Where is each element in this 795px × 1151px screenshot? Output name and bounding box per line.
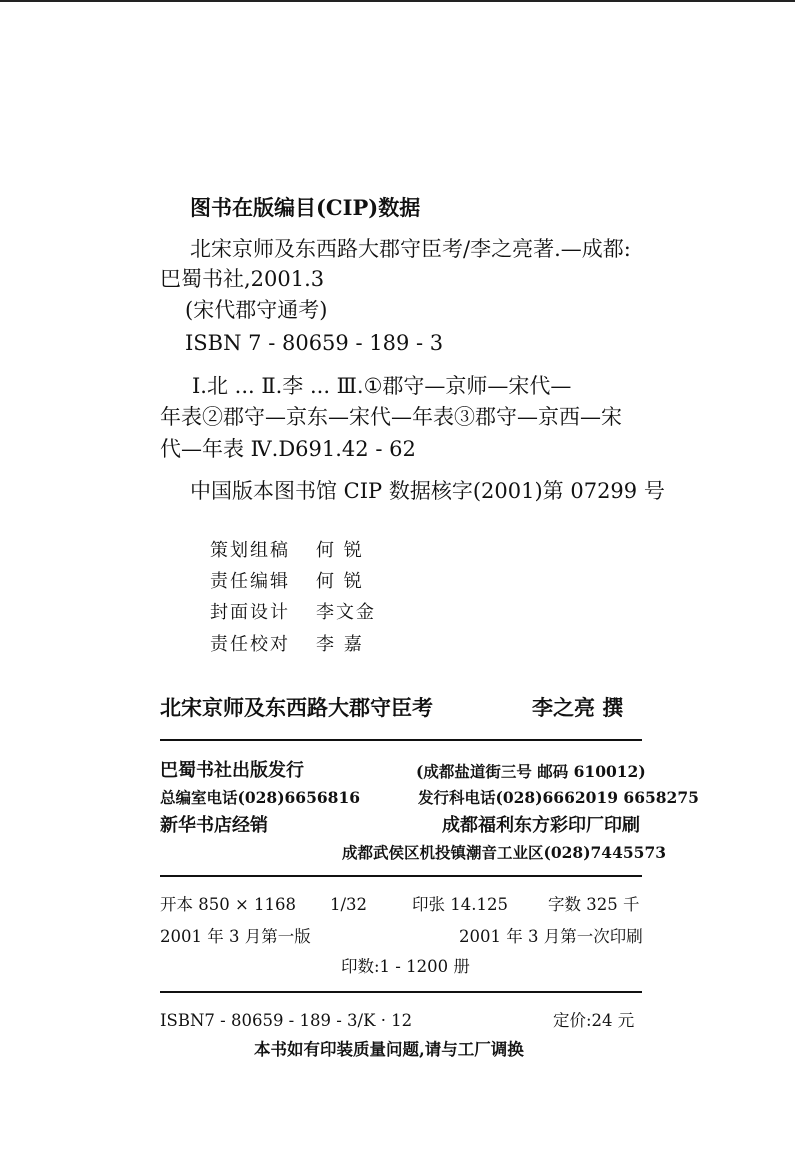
cip-line-2: 巴蜀书社,2001.3 [160, 267, 325, 291]
staff-role: 责任校对 [210, 634, 290, 655]
cip-title: 图书在版编目(CIP)数据 [190, 195, 421, 220]
staff-role: 策划组稿 [210, 540, 290, 561]
cip-class-3: 代—年表 Ⅳ.D691.42 - 62 [160, 437, 416, 461]
staff-name: 李 嘉 [316, 634, 364, 655]
divider-2 [160, 875, 642, 877]
footer-price: 定价:24 元 [553, 1011, 635, 1030]
footer-isbn: ISBN7 - 80659 - 189 - 3/K · 12 [160, 1011, 413, 1030]
spec-format: 开本 850 × 1168 [160, 895, 297, 914]
printer-address: 成都武侯区机投镇潮音工业区(028)7445573 [342, 843, 667, 862]
staff-name: 何 锐 [316, 571, 364, 592]
distributor: 新华书店经销 [160, 815, 268, 836]
divider-1 [160, 739, 642, 741]
printer: 成都福利东方彩印厂印刷 [442, 815, 640, 836]
book-author: 李之亮 撰 [532, 695, 624, 720]
spec-sheets: 印张 14.125 [412, 895, 508, 914]
cip-isbn: ISBN 7 - 80659 - 189 - 3 [185, 331, 444, 355]
editor-phone: 总编室电话(028)6656816 [160, 788, 361, 807]
publisher-address: (成都盐道街三号 邮码 610012) [416, 762, 646, 781]
staff-name: 李文金 [316, 602, 376, 623]
spec-fold: 1/32 [330, 895, 368, 914]
spec-copies: 印数:1 - 1200 册 [341, 957, 470, 976]
publisher-name: 巴蜀书社出版发行 [160, 760, 304, 781]
staff-role: 封面设计 [210, 602, 290, 623]
cip-class-2: 年表②郡守—京东—宋代—年表③郡守—京西—宋 [160, 405, 622, 429]
cip-class-1: Ⅰ.北 ... Ⅱ.李 ... Ⅲ.①郡守—京师—宋代— [192, 374, 572, 398]
cip-line-1: 北宋京师及东西路大郡守臣考/李之亮著.—成都: [190, 237, 631, 261]
cip-line-3: (宋代郡守通考) [185, 298, 328, 322]
cip-verify: 中国版本图书馆 CIP 数据核字(2001)第 07299 号 [190, 479, 665, 503]
book-title: 北宋京师及东西路大郡守臣考 [160, 695, 433, 720]
spec-words: 字数 325 千 [548, 895, 640, 914]
sales-phone: 发行科电话(028)6662019 6658275 [418, 788, 699, 807]
staff-name: 何 锐 [316, 540, 364, 561]
top-edge-line [0, 0, 795, 2]
footer-notice: 本书如有印装质量问题,请与工厂调换 [254, 1040, 524, 1059]
divider-3 [160, 991, 642, 993]
staff-role: 责任编辑 [210, 571, 290, 592]
spec-printing: 2001 年 3 月第一次印刷 [459, 927, 643, 946]
spec-edition: 2001 年 3 月第一版 [160, 927, 311, 946]
